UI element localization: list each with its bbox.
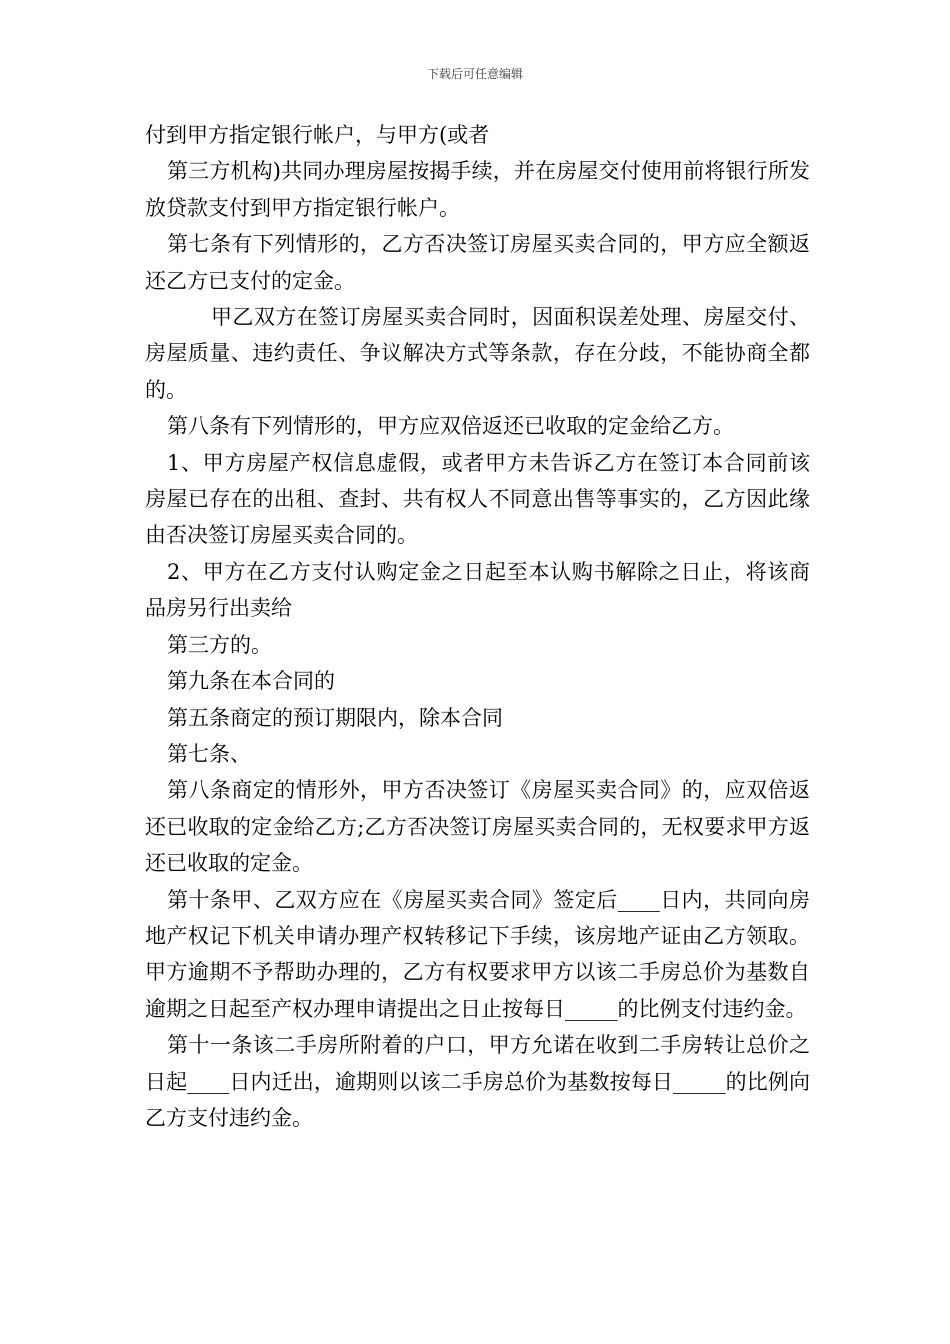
paragraph-12: 第八条商定的情形外，甲方否决签订《房屋买卖合同》的，应双倍返还已收取的定金给乙方;乙方否决签订房屋买卖合同的，无权要求甲方返还已收取的定金。 — [145, 778, 810, 876]
paragraph-9: 第九条在本合同的 — [167, 669, 335, 694]
paragraph-5: 第八条有下列情形的，甲方应双倍返还已收取的定金给乙方。 — [167, 414, 734, 439]
paragraph-11: 第七条、 — [167, 741, 251, 766]
page-header: 下载后可任意编辑 — [426, 67, 523, 81]
paragraph-14: 第十一条该二手房所附着的户口，甲方允诺在收到二手房转让总价之日起____日内迁出，逾期则以该二手房总价为基数按每日_____的比例向乙方支付违约金。 — [145, 1033, 810, 1130]
paragraph-7: 2、甲方在乙方支付认购定金之日起至本认购书解除之日止，将该商品房另行出卖给 — [145, 559, 810, 621]
paragraph-10: 第五条商定的预订期限内，除本合同 — [167, 705, 503, 730]
paragraph-8: 第三方的。 — [167, 632, 272, 657]
paragraph-4: 甲乙双方在签订房屋买卖合同时，因面积误差处理、房屋交付、房屋质量、违约责任、争议解决方式等条款，存在分歧，不能协商全都的。 — [145, 305, 810, 402]
paragraph-1: 付到甲方指定银行帐户，与甲方(或者 — [145, 123, 490, 147]
paragraph-6: 1、甲方房屋产权信息虚假，或者甲方未告诉乙方在签订本合同前该房屋已存在的出租、查封、共有权人不同意出售等事实的，乙方因此缘由否决签订房屋买卖合同的。 — [145, 450, 810, 548]
paragraph-13: 第十条甲、乙双方应在《房屋买卖合同》签定后____日内，共同向房地产权记下机关申请办理产权转移记下手续，该房地产证由乙方领取。甲方逾期不予帮助办理的，乙方有权要求甲方以该二手房总价为基数自逾期之日起至产权办理申请提出之日止按每日_____的比例支付违约金。 — [145, 887, 810, 1021]
paragraph-2: 第三方机构)共同办理房屋按揭手续，并在房屋交付使用前将银行所发放贷款支付到甲方指定银行帐户。 — [145, 159, 810, 220]
paragraph-3: 第七条有下列情形的，乙方否决签订房屋买卖合同的，甲方应全额返还乙方已支付的定金。 — [145, 232, 810, 293]
document-body — [145, 117, 810, 1136]
